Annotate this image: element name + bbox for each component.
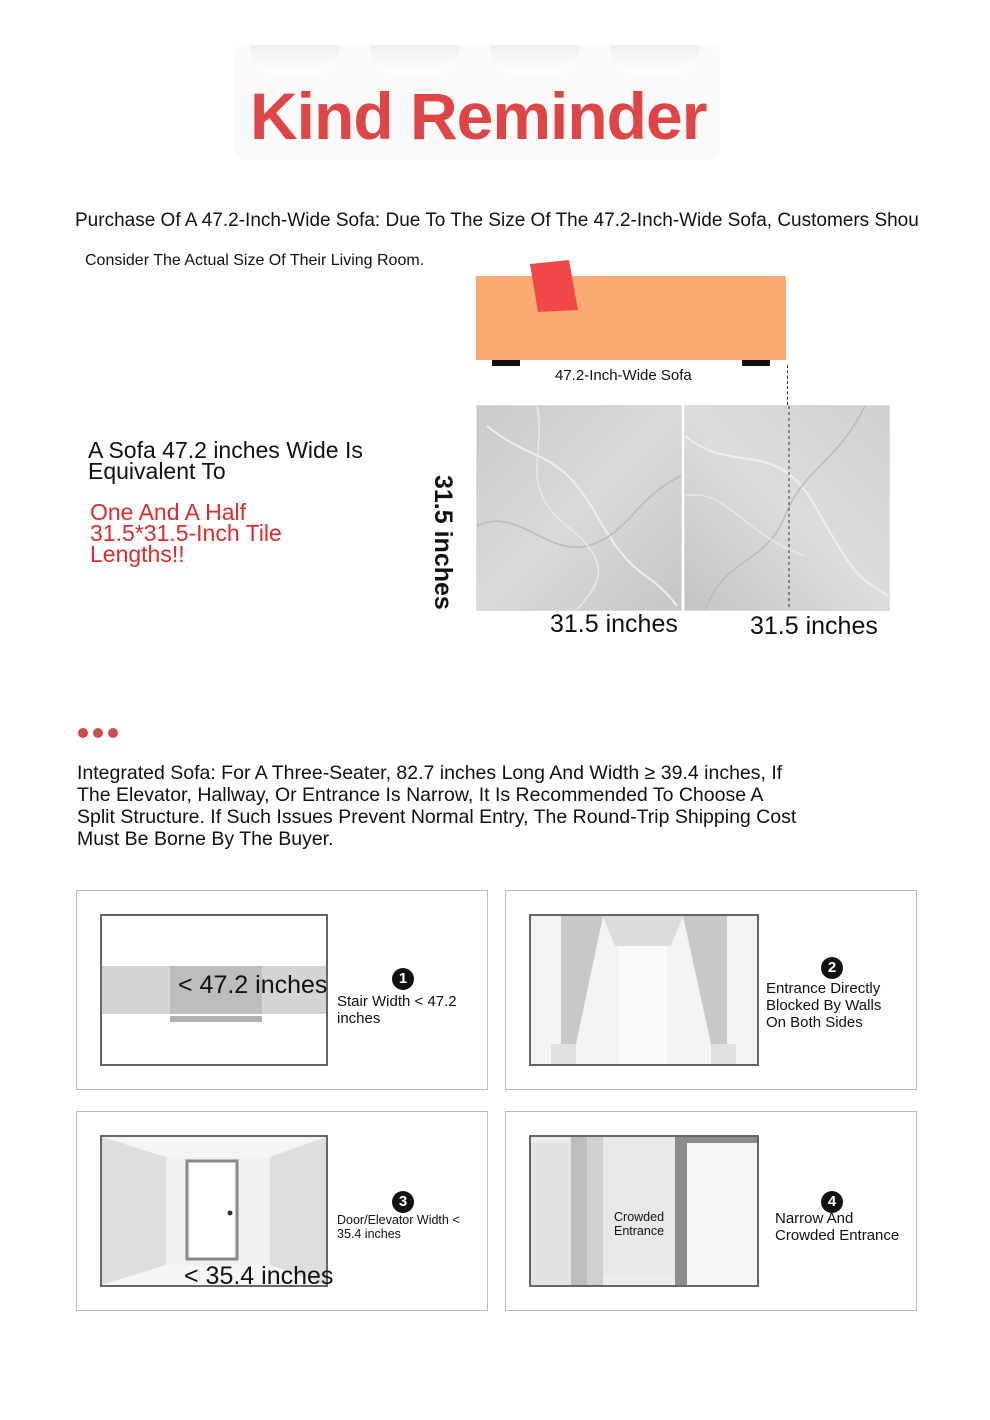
section-dots: [78, 725, 123, 743]
tile-width-label: 31.5 inches: [750, 612, 878, 640]
step-number-1: 1: [392, 968, 414, 990]
sofa-illustration: [476, 260, 788, 373]
marble-tile: [684, 405, 890, 611]
step-number-3: 3: [392, 1191, 414, 1213]
cloud-decoration: [250, 45, 340, 75]
highlight-text: One And A Half 31.5*31.5-Inch Tile Lengths!!: [90, 499, 282, 567]
cloud-decoration: [490, 45, 580, 75]
panel-stair-width: [76, 890, 488, 1090]
entrance-illustration: [529, 914, 759, 1066]
equivalent-text: A Sofa 47.2 inches Wide Is Equivalent To: [88, 437, 363, 484]
tile-height-label: 31.5 inches: [429, 475, 457, 610]
integrated-sofa-notice: Integrated Sofa: For A Three-Seater, 82.7 inches Long And Width ≥ 39.4 inches, If The Elevator, Hallway, Or Entrance Is Narrow, It Is Recommended To Choose A Split Structure. If Such Issues Prevent Normal Entry, The Round-Trip Shipping Cost Must Be Borne By The Buyer.: [77, 762, 797, 850]
stair-dimension: < 47.2 inches: [178, 971, 328, 999]
cloud-decoration: [370, 45, 460, 75]
cloud-decoration: [610, 45, 700, 75]
tile-width-label: 31.5 inches: [550, 610, 678, 638]
dot-icon: [108, 728, 118, 738]
entrance-caption: Entrance Directly Blocked By Walls On Both Sides: [766, 980, 882, 1031]
dot-icon: [78, 728, 88, 738]
stair-caption: Stair Width < 47.2 inches: [337, 993, 457, 1027]
panel-blocked-entrance: [505, 890, 917, 1090]
intro-line-1: Purchase Of A 47.2-Inch-Wide Sofa: Due To The Size Of The 47.2-Inch-Wide Sofa, Customers Shou: [75, 210, 919, 231]
panel-door-width: [76, 1111, 488, 1311]
step-number-2: 2: [821, 957, 843, 979]
step-number-4: 4: [821, 1191, 843, 1213]
crowded-caption: Narrow And Crowded Entrance: [775, 1210, 900, 1244]
dashed-guide: [787, 365, 788, 405]
door-dimension: < 35.4 inches: [184, 1262, 334, 1290]
page-title: Kind Reminder: [250, 79, 707, 153]
crowded-inner-label: Crowded Entrance: [614, 1210, 665, 1238]
dot-icon: [93, 728, 103, 738]
intro-line-2: Consider The Actual Size Of Their Living Room.: [85, 252, 425, 269]
panel-crowded-entrance: [505, 1111, 917, 1311]
door-caption: Door/Elevator Width < 35.4 inches: [337, 1213, 460, 1241]
marble-tile: [476, 405, 682, 611]
sofa-label: 47.2-Inch-Wide Sofa: [555, 367, 692, 384]
